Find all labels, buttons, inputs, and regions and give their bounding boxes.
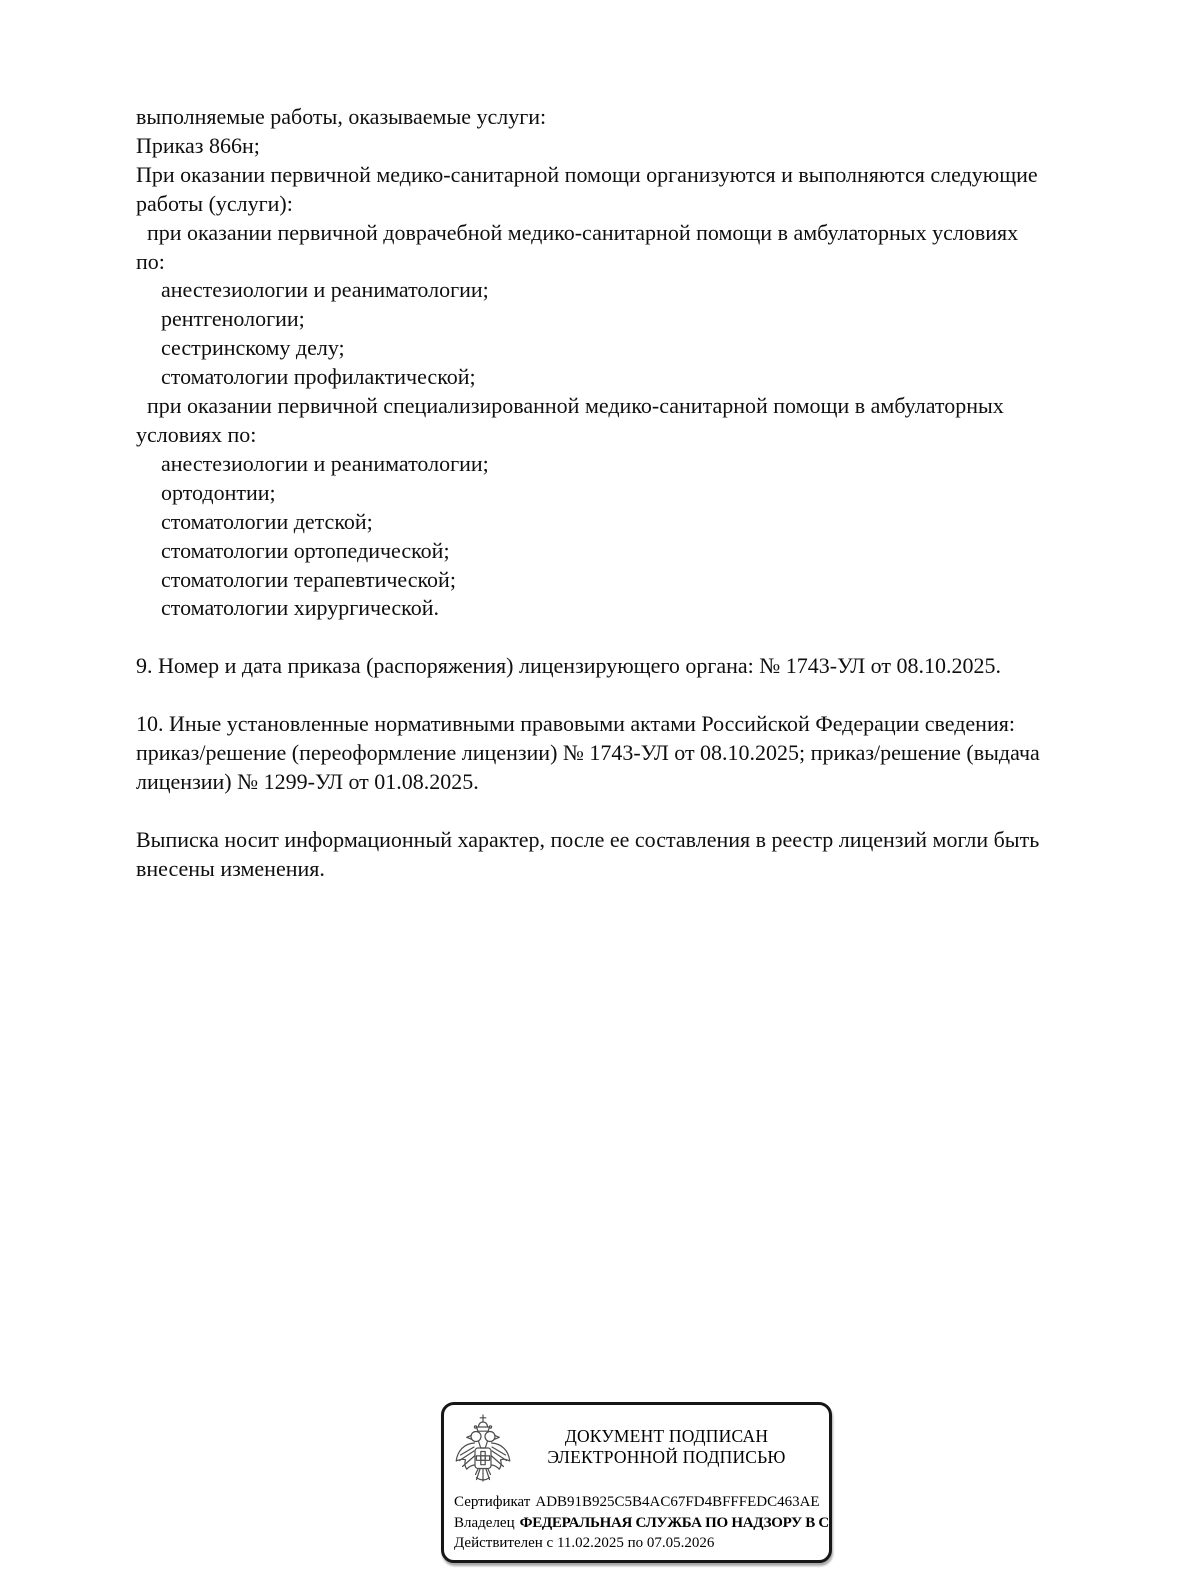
certificate-line: [454, 1492, 829, 1513]
document-line: по:: [136, 248, 165, 274]
document-line: анестезиологии и реаниматологии;: [161, 450, 489, 476]
document-line: 9. Номер и дата приказа (распоряжения) лицензирующего органа: № 1743-УЛ от 08.10.2025.: [136, 653, 1001, 679]
document-line: внесены изменения.: [136, 855, 325, 881]
document-line: сестринскому делу;: [161, 335, 345, 361]
owner-value: ФЕДЕРАЛЬНАЯ СЛУЖБА ПО НАДЗОРУ В С: [519, 1514, 829, 1531]
document-line: лицензии) № 1299-УЛ от 01.08.2025.: [136, 768, 479, 794]
document-line: стоматологии хирургической.: [161, 595, 439, 621]
document-line: рентгенологии;: [161, 306, 305, 332]
document-line: При оказании первичной медико-санитарной помощи организуются и выполняются следующие: [136, 161, 1038, 187]
stamp-title: [512, 1414, 829, 1467]
electronic-signature-stamp: [441, 1402, 832, 1563]
document-line: выполняемые работы, оказываемые услуги:: [136, 104, 547, 129]
document-line: [136, 623, 1156, 652]
document-line: [136, 681, 1156, 710]
owner-line: [454, 1513, 829, 1534]
owner-label: Владелец: [454, 1514, 515, 1531]
document-line: стоматологии профилактической;: [161, 364, 476, 390]
document-line: Выписка носит информационный характер, после ее составления в реестр лицензий могли быть: [136, 826, 1040, 852]
certificate-value: ADB91B925C5B4AC67FD4BFFFEDC463AE: [535, 1494, 820, 1510]
document-line: ортодонтии;: [161, 479, 276, 505]
document-line: анестезиологии и реаниматологии;: [161, 277, 489, 303]
document-line: при оказании первичной доврачебной медико-санитарной помощи в амбулаторных условиях: [147, 219, 1019, 245]
document-text-block: [136, 103, 1156, 883]
document-line: [136, 797, 1156, 826]
document-line: 10. Иные установленные нормативными правовыми актами Российской Федерации сведения:: [136, 711, 1015, 736]
validity-line: Действителен с 11.02.2025 по 07.05.2026: [454, 1535, 715, 1551]
stamp-info: [454, 1492, 829, 1554]
document-line: стоматологии ортопедической;: [161, 537, 450, 563]
certificate-label: Сертификат: [454, 1494, 531, 1510]
stamp-header: [454, 1414, 829, 1486]
document-line: при оказании первичной специализированной медико-санитарной помощи в амбулаторных: [147, 393, 1004, 419]
document-line: работы (услуги):: [136, 190, 293, 216]
document-line: стоматологии терапевтической;: [161, 566, 456, 592]
document-line: стоматологии детской;: [161, 508, 373, 534]
document-line: приказ/решение (переоформление лицензии) № 1743-УЛ от 08.10.2025; приказ/решение (выдача: [136, 739, 1040, 765]
stamp-title-line2: ЭЛЕКТРОННОЙ ПОДПИСЬЮ: [547, 1446, 786, 1467]
document-line: условиях по:: [136, 421, 257, 447]
document-line: Приказ 866н;: [136, 132, 260, 158]
double-headed-eagle-emblem-icon: [454, 1414, 512, 1486]
stamp-title-line1: ДОКУМЕНТ ПОДПИСАН: [564, 1426, 769, 1446]
